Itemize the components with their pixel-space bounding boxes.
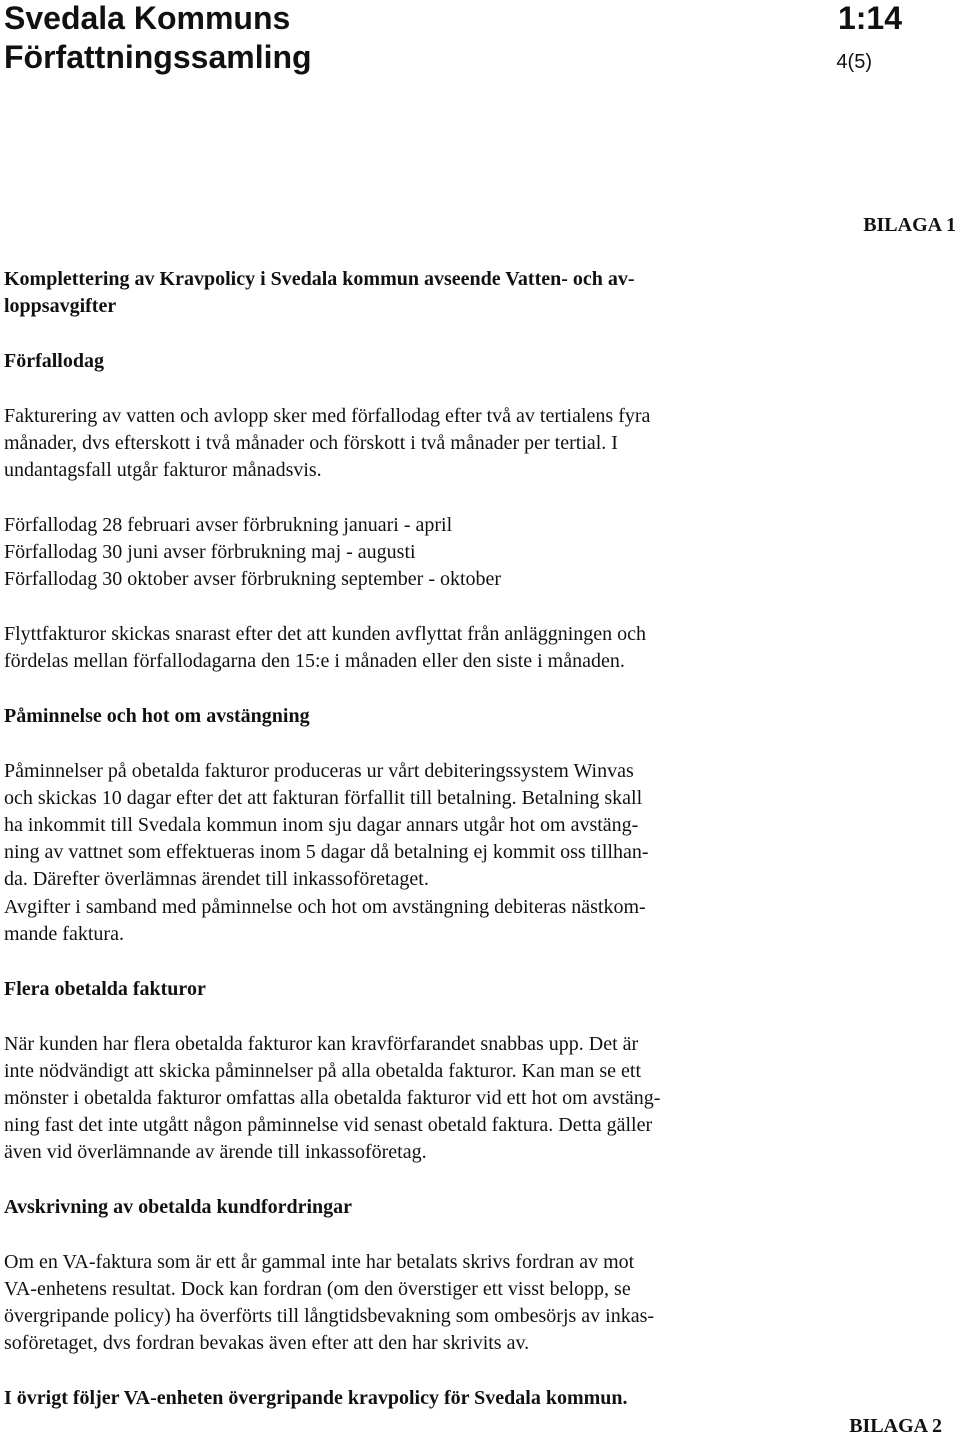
header-title-line2: Författningssamling — [4, 39, 312, 75]
paragraph-line: ha inkommit till Svedala kommun inom sju dagar annars utgår hot om avstäng- — [4, 814, 639, 836]
section-heading-flera: Flera obetalda fakturor — [4, 978, 206, 1000]
paragraph-line: inte nödvändigt att skicka påminnelser på alla obetalda fakturor. Kan man se ett — [4, 1060, 642, 1082]
page-number: 4(5) — [836, 51, 872, 73]
due-date-line: Förfallodag 30 oktober avser förbrukning september - oktober — [4, 568, 502, 590]
paragraph-line: Avgifter i samband med påminnelse och hot om avstängning debiteras nästkom- — [4, 896, 646, 918]
due-date-line: Förfallodag 30 juni avser förbrukning maj - augusti — [4, 541, 416, 563]
paragraph-line: VA-enhetens resultat. Dock kan fordran (om den överstiger ett visst belopp, se — [4, 1278, 631, 1300]
paragraph-line: mönster i obetalda fakturor omfattas alla obetalda fakturor vid ett hot om avstäng- — [4, 1087, 661, 1109]
paragraph-line: Flyttfakturor skickas snarast efter det att kunden avflyttat från anläggningen och — [4, 623, 647, 645]
paragraph-line: När kunden har flera obetalda fakturor kan kravförfarandet snabbas upp. Det är — [4, 1033, 639, 1055]
paragraph-line: och skickas 10 dagar efter det att fakturan förfallit till betalning. Betalning skall — [4, 787, 643, 809]
paragraph-line: övergripande policy) ha överförts till långtidsbevakning som ombesörjs av inkas- — [4, 1305, 655, 1327]
paragraph-line: Fakturering av vatten och avlopp sker med förfallodag efter två av tertialens fyra — [4, 405, 651, 427]
document-title-line1: Komplettering av Kravpolicy i Svedala kommun avseende Vatten- och av- — [4, 268, 635, 290]
document-number: 1:14 — [837, 0, 902, 36]
paragraph-line: även vid överlämnande av ärende till inkassoföretag. — [4, 1141, 427, 1163]
section-heading-paminnelse: Påminnelse och hot om avstängning — [4, 705, 310, 727]
paragraph-line: månader, dvs efterskott i två månader och förskott i två månader per tertial. I — [4, 432, 618, 454]
header-title-line1: Svedala Kommuns — [4, 0, 291, 36]
paragraph-line: undantagsfall utgår fakturor månadsvis. — [4, 459, 322, 481]
section-heading-avskrivning: Avskrivning av obetalda kundfordringar — [4, 1196, 353, 1218]
paragraph-line: ning av vattnet som effektueras inom 5 dagar då betalning ej kommit oss tillhan- — [4, 841, 649, 863]
closing-statement: I övrigt följer VA-enheten övergripande kravpolicy för Svedala kommun. — [4, 1387, 628, 1409]
due-date-line: Förfallodag 28 februari avser förbrukning januari - april — [4, 514, 453, 536]
document-title-line2: loppsavgifter — [4, 295, 117, 317]
paragraph-line: ning fast det inte utgått någon påminnelse vid senast obetald faktura. Detta gäller — [4, 1114, 653, 1136]
paragraph-line: da. Därefter överlämnas ärendet till inkassoföretaget. — [4, 868, 429, 890]
paragraph-line: fördelas mellan förfallodagarna den 15:e i månaden eller den siste i månaden. — [4, 650, 625, 672]
bilaga-label-top: BILAGA 1 — [863, 214, 956, 236]
paragraph-line: Påminnelser på obetalda fakturor produceras ur vårt debiteringssystem Winvas — [4, 760, 634, 782]
paragraph-line: Om en VA-faktura som är ett år gammal inte har betalats skrivs fordran av mot — [4, 1251, 635, 1273]
paragraph-line: mande faktura. — [4, 923, 124, 945]
bilaga-label-bottom: BILAGA 2 — [849, 1415, 942, 1437]
section-heading-forfallodag: Förfallodag — [4, 350, 104, 372]
paragraph-line: soföretaget, dvs fordran bevakas även efter att den har skrivits av. — [4, 1332, 530, 1354]
